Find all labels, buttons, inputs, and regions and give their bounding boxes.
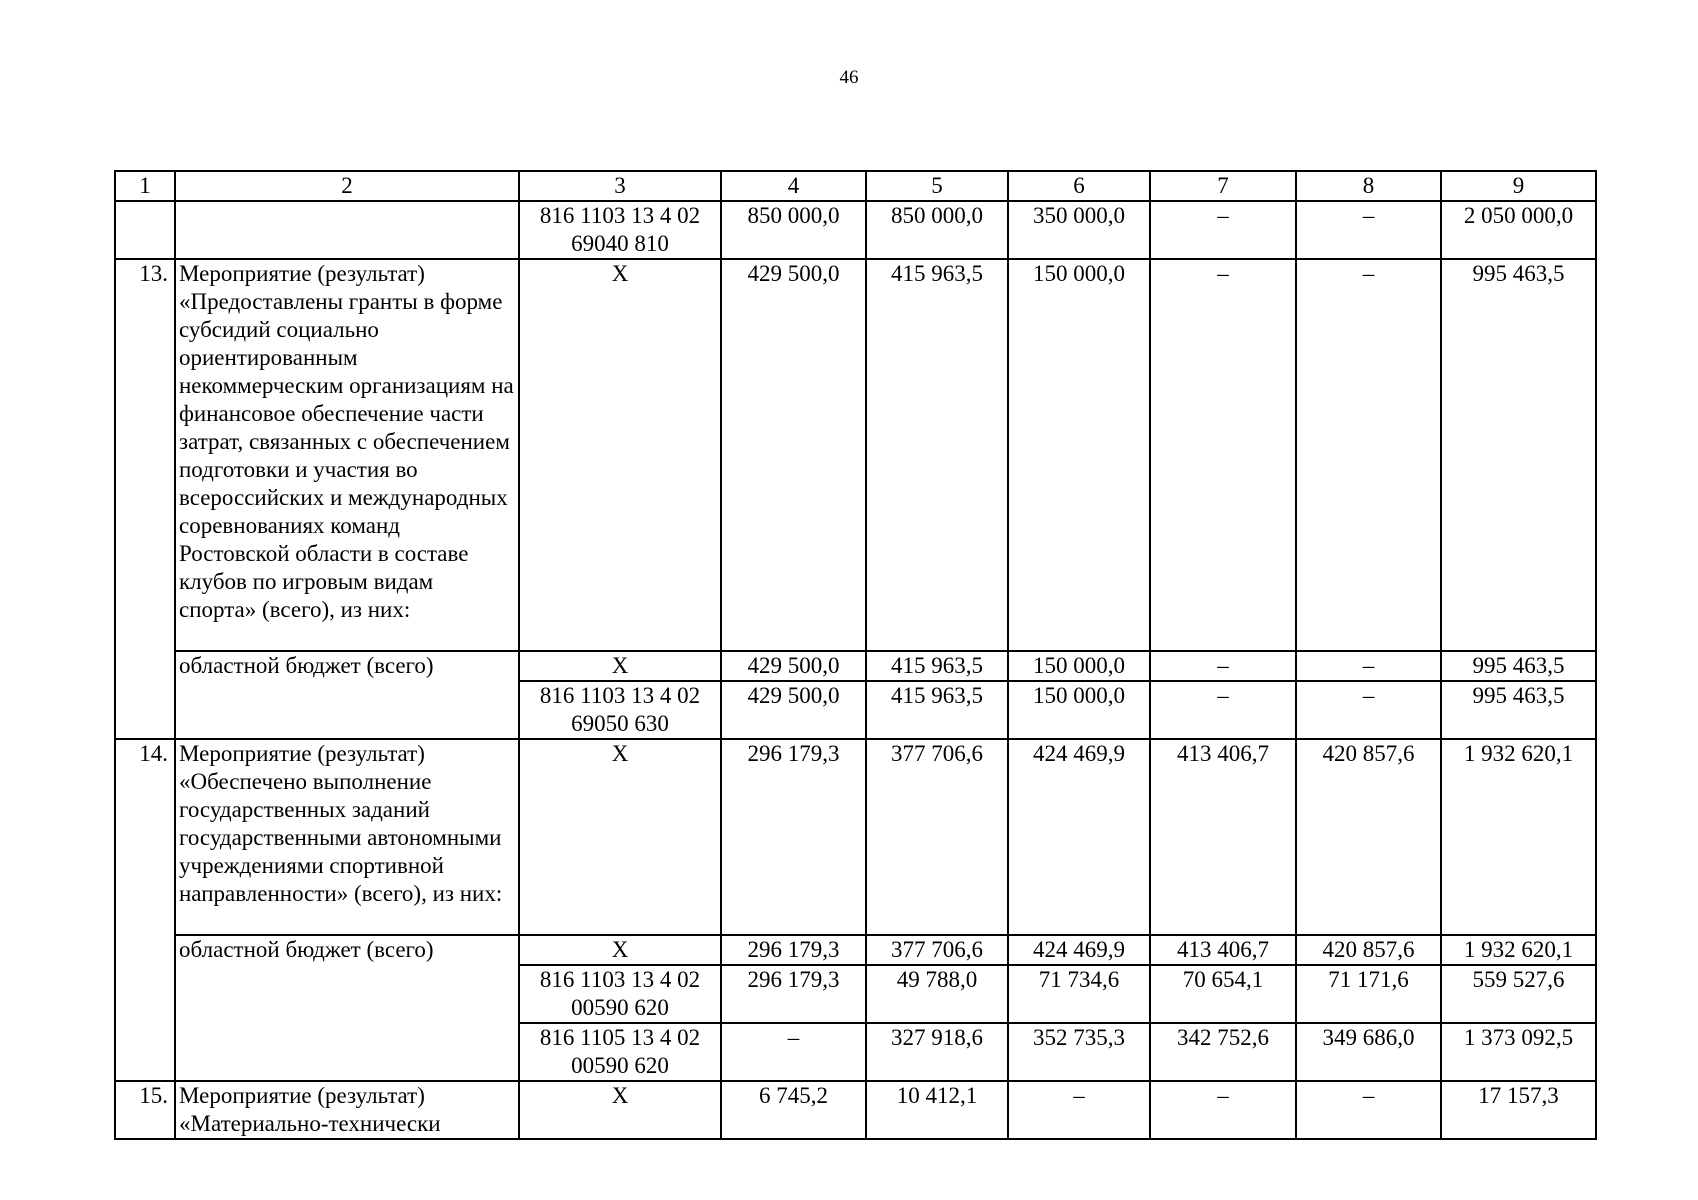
value-cell: 850 000,0 [866, 201, 1008, 259]
value-cell: 150 000,0 [1008, 259, 1150, 651]
value-cell: – [1150, 201, 1296, 259]
budget-code-cell: Х [519, 739, 721, 935]
value-cell: 6 745,2 [721, 1081, 866, 1139]
budget-code-cell: 816 1103 13 4 02 69040 810 [519, 201, 721, 259]
value-cell: 1 932 620,1 [1441, 739, 1596, 935]
budget-code-cell: Х [519, 651, 721, 681]
table-row [115, 201, 1596, 259]
row-number-cell [115, 201, 175, 259]
value-cell: – [1150, 651, 1296, 681]
value-cell: 49 788,0 [866, 965, 1008, 1023]
row-name-cell: областной бюджет (всего) [175, 651, 519, 739]
value-cell: 377 706,6 [866, 935, 1008, 965]
row-number-cell: 13. [115, 259, 175, 739]
value-cell: – [1296, 651, 1441, 681]
value-cell: 995 463,5 [1441, 259, 1596, 651]
value-cell: 413 406,7 [1150, 935, 1296, 965]
value-cell: 327 918,6 [866, 1023, 1008, 1081]
value-cell: 420 857,6 [1296, 935, 1441, 965]
row-name-cell: Мероприятие (результат) «Обеспечено выполнение государственных заданий государственными автономными учреждениями спортивной направленности» (всего), из них: [175, 739, 519, 935]
col-num-cell: 2 [175, 171, 519, 201]
value-cell: 424 469,9 [1008, 739, 1150, 935]
value-cell: – [1296, 201, 1441, 259]
value-cell: 17 157,3 [1441, 1081, 1596, 1139]
value-cell: 342 752,6 [1150, 1023, 1296, 1081]
row-number-cell: 14. [115, 739, 175, 1081]
row-number-cell: 15. [115, 1081, 175, 1139]
table-row [115, 259, 1596, 651]
value-cell: 420 857,6 [1296, 739, 1441, 935]
value-cell: – [1150, 1081, 1296, 1139]
value-cell: 1 373 092,5 [1441, 1023, 1596, 1081]
col-num-cell: 3 [519, 171, 721, 201]
page-number: 46 [839, 67, 859, 88]
budget-table [114, 170, 1597, 1140]
budget-code-cell: Х [519, 259, 721, 651]
value-cell: 2 050 000,0 [1441, 201, 1596, 259]
value-cell: 71 171,6 [1296, 965, 1441, 1023]
value-cell: 415 963,5 [866, 259, 1008, 651]
value-cell: 10 412,1 [866, 1081, 1008, 1139]
value-cell: 296 179,3 [721, 935, 866, 965]
value-cell: 71 734,6 [1008, 965, 1150, 1023]
value-cell: 424 469,9 [1008, 935, 1150, 965]
col-num-cell: 7 [1150, 171, 1296, 201]
value-cell: – [1296, 681, 1441, 739]
col-num-cell: 9 [1441, 171, 1596, 201]
value-cell: 150 000,0 [1008, 681, 1150, 739]
value-cell: 1 932 620,1 [1441, 935, 1596, 965]
column-numbers-row [115, 171, 1596, 201]
value-cell: – [1150, 259, 1296, 651]
row-name-cell [175, 201, 519, 259]
value-cell: 429 500,0 [721, 681, 866, 739]
row-name-cell: областной бюджет (всего) [175, 935, 519, 1081]
col-num-cell: 5 [866, 171, 1008, 201]
value-cell: – [721, 1023, 866, 1081]
value-cell: 377 706,6 [866, 739, 1008, 935]
value-cell: 429 500,0 [721, 259, 866, 651]
value-cell: 559 527,6 [1441, 965, 1596, 1023]
value-cell: 296 179,3 [721, 965, 866, 1023]
value-cell: 350 000,0 [1008, 201, 1150, 259]
budget-code-cell: Х [519, 935, 721, 965]
budget-code-cell: 816 1105 13 4 02 00590 620 [519, 1023, 721, 1081]
row-name-cell: Мероприятие (результат) «Материально-технически [175, 1081, 519, 1139]
table-row [115, 1081, 1596, 1139]
table-row [115, 935, 1596, 965]
col-num-cell: 1 [115, 171, 175, 201]
value-cell: 349 686,0 [1296, 1023, 1441, 1081]
value-cell: 995 463,5 [1441, 681, 1596, 739]
value-cell: 150 000,0 [1008, 651, 1150, 681]
col-num-cell: 8 [1296, 171, 1441, 201]
col-num-cell: 6 [1008, 171, 1150, 201]
budget-code-cell: 816 1103 13 4 02 69050 630 [519, 681, 721, 739]
col-num-cell: 4 [721, 171, 866, 201]
value-cell: 429 500,0 [721, 651, 866, 681]
value-cell: – [1296, 1081, 1441, 1139]
value-cell: – [1150, 681, 1296, 739]
value-cell: 296 179,3 [721, 739, 866, 935]
table-row [115, 739, 1596, 935]
row-name-cell: Мероприятие (результат) «Предоставлены гранты в форме субсидий социально ориентированным некоммерческим организациям на финансовое обеспечение части затрат, связанных с обеспечением подготовки и участия во всероссийских и международных соревнованиях команд Ростовской области в составе клубов по игровым видам спорта» (всего), из них: [175, 259, 519, 651]
value-cell: 415 963,5 [866, 681, 1008, 739]
value-cell: 352 735,3 [1008, 1023, 1150, 1081]
budget-code-cell: Х [519, 1081, 721, 1139]
value-cell: – [1008, 1081, 1150, 1139]
value-cell: 413 406,7 [1150, 739, 1296, 935]
value-cell: 850 000,0 [721, 201, 866, 259]
budget-code-cell: 816 1103 13 4 02 00590 620 [519, 965, 721, 1023]
value-cell: 995 463,5 [1441, 651, 1596, 681]
value-cell: 70 654,1 [1150, 965, 1296, 1023]
value-cell: 415 963,5 [866, 651, 1008, 681]
table-row [115, 651, 1596, 681]
value-cell: – [1296, 259, 1441, 651]
